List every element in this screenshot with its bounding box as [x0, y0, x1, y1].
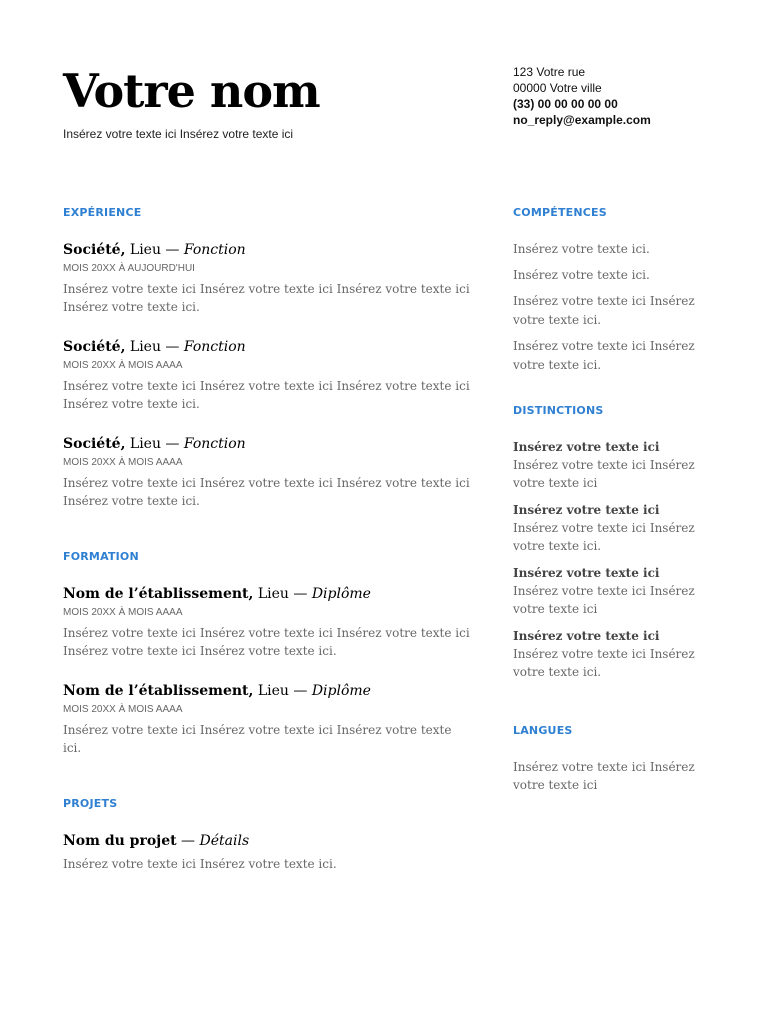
award-description: Insérez votre texte ici Insérez votre texte ici [513, 458, 695, 490]
award-description: Insérez votre texte ici Insérez votre texte ici. [513, 521, 695, 553]
experience-heading: EXPÉRIENCE [63, 206, 142, 219]
experience-title [63, 434, 473, 454]
experience-company: Société, [63, 242, 126, 258]
awards-heading: DISTINCTIONS [513, 404, 604, 417]
experience-description: Insérez votre texte ici Insérez votre texte ici Insérez votre texte ici Insérez votre texte ici. [63, 282, 470, 314]
experience-date: MOIS 20XX À AUJOURD'HUI [63, 263, 195, 274]
experience-date: MOIS 20XX À MOIS AAAA [63, 360, 183, 371]
experience-date: MOIS 20XX À MOIS AAAA [63, 457, 183, 468]
languages-heading: LANGUES [513, 724, 573, 737]
education-description: Insérez votre texte ici Insérez votre texte ici Insérez votre texte ici. [63, 723, 452, 755]
education-date: MOIS 20XX À MOIS AAAA [63, 607, 183, 618]
education-description: Insérez votre texte ici Insérez votre texte ici Insérez votre texte ici Insérez votre texte ici Insérez votre texte ici. [63, 626, 470, 658]
experience-location: Lieu — [125, 436, 184, 452]
award-title: Insérez votre texte ici [513, 440, 660, 454]
project-entry [63, 831, 473, 873]
award-title: Insérez votre texte ici [513, 503, 660, 517]
contact-street: 123 Votre rue [513, 65, 586, 79]
education-heading: FORMATION [63, 550, 139, 563]
education-location: Lieu — [253, 586, 312, 602]
skill-item: Insérez votre texte ici. [513, 242, 650, 256]
project-separator: — [176, 833, 200, 849]
project-details: Détails [199, 833, 250, 849]
experience-company: Société, [63, 436, 126, 452]
languages-text: Insérez votre texte ici Insérez votre texte ici [513, 760, 695, 792]
project-description: Insérez votre texte ici Insérez votre texte ici. [63, 857, 337, 871]
education-location: Lieu — [253, 683, 312, 699]
main-column [63, 205, 473, 894]
education-degree: Diplôme [311, 683, 371, 699]
skill-item: Insérez votre texte ici. [513, 268, 650, 282]
education-school: Nom de l’établissement, [63, 586, 254, 602]
skill-item: Insérez votre texte ici Insérez votre texte ici. [513, 294, 695, 327]
project-title [63, 831, 473, 851]
award-item [513, 564, 698, 618]
experience-title [63, 337, 473, 357]
skill-item: Insérez votre texte ici Insérez votre texte ici. [513, 339, 695, 372]
experience-title [63, 240, 473, 260]
experience-description: Insérez votre texte ici Insérez votre texte ici Insérez votre texte ici Insérez votre texte ici. [63, 476, 470, 508]
skills-heading: COMPÉTENCES [513, 206, 607, 219]
resume-tagline: Insérez votre texte ici Insérez votre texte ici [63, 127, 294, 141]
education-school: Nom de l’établissement, [63, 683, 254, 699]
education-entry [63, 584, 473, 660]
award-description: Insérez votre texte ici Insérez votre texte ici [513, 584, 695, 616]
experience-entry [63, 240, 473, 316]
education-date: MOIS 20XX À MOIS AAAA [63, 704, 183, 715]
award-title: Insérez votre texte ici [513, 629, 660, 643]
award-item [513, 627, 698, 681]
award-description: Insérez votre texte ici Insérez votre texte ici. [513, 647, 695, 679]
experience-role: Fonction [183, 436, 246, 452]
contact-city: 00000 Votre ville [513, 81, 602, 95]
experience-company: Société, [63, 339, 126, 355]
award-item [513, 438, 698, 492]
education-title [63, 584, 473, 604]
award-title: Insérez votre texte ici [513, 566, 660, 580]
contact-block [513, 64, 651, 128]
experience-role: Fonction [183, 339, 246, 355]
experience-entry [63, 434, 473, 510]
experience-location: Lieu — [125, 339, 184, 355]
resume-name: Votre nom [63, 64, 320, 118]
contact-email: no_reply@example.com [513, 113, 651, 127]
contact-phone: (33) 00 00 00 00 00 [513, 97, 618, 111]
projects-heading: PROJETS [63, 797, 118, 810]
education-entry [63, 681, 473, 757]
side-column [513, 205, 698, 794]
education-degree: Diplôme [311, 586, 371, 602]
award-item [513, 501, 698, 555]
experience-description: Insérez votre texte ici Insérez votre texte ici Insérez votre texte ici Insérez votre texte ici. [63, 379, 470, 411]
experience-location: Lieu — [125, 242, 184, 258]
experience-entry [63, 337, 473, 413]
project-name: Nom du projet [63, 833, 177, 849]
education-title [63, 681, 473, 701]
experience-role: Fonction [183, 242, 246, 258]
